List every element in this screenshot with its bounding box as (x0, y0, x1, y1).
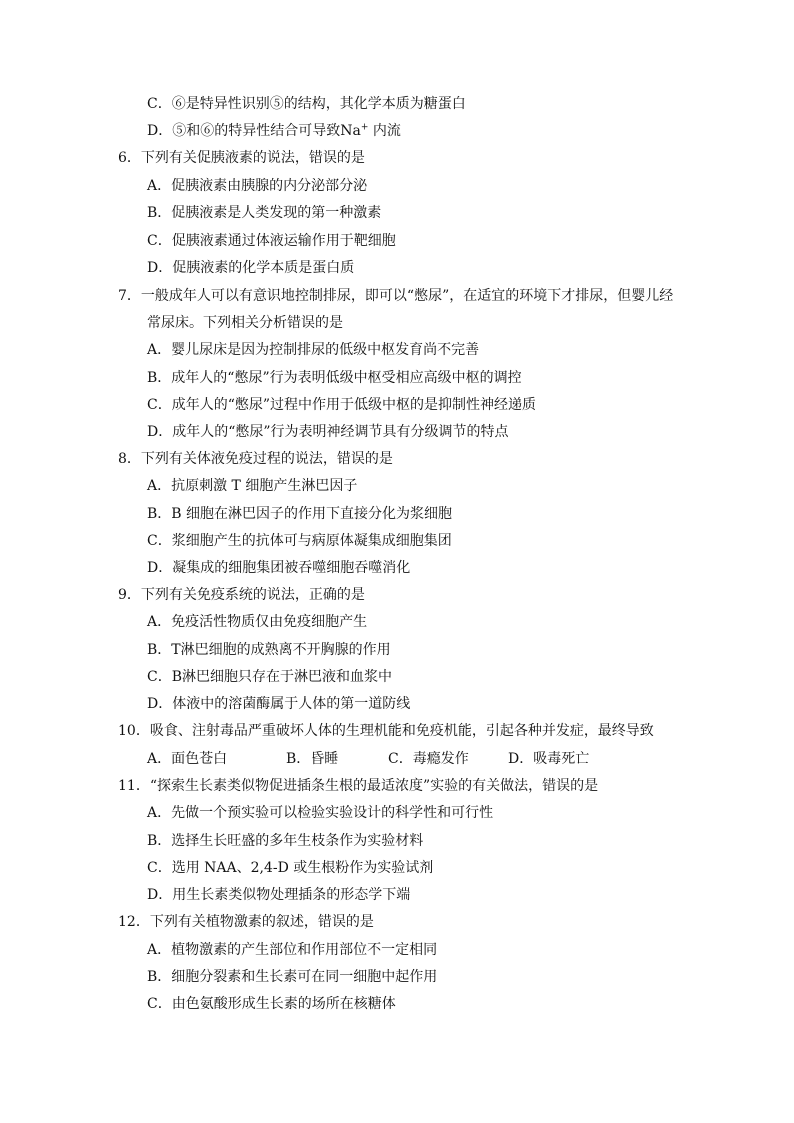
q9-option-b: B．T淋巴细胞的成熟离不开胸腺的作用 (147, 642, 391, 658)
q10-option-b: B．昏睡 (286, 751, 339, 767)
q6-option-c: C．促胰液素通过体液运输作用于靶细胞 (147, 233, 396, 249)
q7-option-c: C．成年人的“憋尿”过程中作用于低级中枢的是抑制性神经递质 (147, 397, 537, 413)
q9-option-a: A．免疫活性物质仅由免疫细胞产生 (147, 614, 368, 630)
question-10-stem: 10．吸食、注射毒品严重破坏人体的生理机能和免疫机能，引起各种并发症，最终导致 (118, 723, 654, 739)
q5-option-d-tail: 内流 (368, 123, 401, 139)
q9-option-c: C．B淋巴细胞只存在于淋巴液和血浆中 (147, 669, 392, 685)
question-7-stem-cont: 常尿床。下列相关分析错误的是 (147, 315, 343, 331)
q7-option-a: A．婴儿尿床是因为控制排尿的低级中枢发育尚不完善 (147, 342, 480, 358)
q5-option-d (147, 122, 401, 140)
q6-option-d: D．促胰液素的化学本质是蛋白质 (147, 260, 355, 276)
q5-option-d-text: D．⑤和⑥的特异性结合可导致Na (147, 123, 361, 139)
superscript: + (360, 122, 369, 133)
q10-option-c: C．毒瘾发作 (388, 751, 469, 767)
q12-option-a: A．植物激素的产生部位和作用部位不一定相同 (147, 942, 438, 958)
question-7-stem: 7．一般成年人可以有意识地控制排尿，即可以“憋尿”，在适宜的环境下才排尿，但婴儿经 (118, 288, 674, 304)
q12-option-c: C．由色氨酸形成生长素的场所在核糖体 (147, 996, 396, 1012)
question-6-stem: 6．下列有关促胰液素的说法，错误的是 (118, 150, 365, 166)
question-12-stem: 12．下列有关植物激素的叙述，错误的是 (118, 914, 374, 930)
question-11-stem: 11．“探索生长素类似物促进插条生根的最适浓度”实验的有关做法，错误的是 (118, 778, 599, 794)
question-9-stem: 9．下列有关免疫系统的说法，正确的是 (118, 587, 365, 603)
q6-option-b: B．促胰液素是人类发现的第一种激素 (147, 205, 382, 221)
q12-option-b: B．细胞分裂素和生长素可在同一细胞中起作用 (147, 969, 438, 985)
q8-option-b: B．B 细胞在淋巴因子的作用下直接分化为浆细胞 (147, 506, 453, 522)
q8-option-c: C．浆细胞产生的抗体可与病原体凝集成细胞集团 (147, 533, 452, 549)
q5-option-c: C．⑥是特异性识别⑤的结构，其化学本质为糖蛋白 (147, 96, 466, 112)
q11-option-a: A．先做一个预实验可以检验实验设计的科学性和可行性 (147, 805, 494, 821)
q7-option-d: D．成年人的“憋尿”行为表明神经调节具有分级调节的特点 (147, 424, 509, 440)
q9-option-d: D．体液中的溶菌酶属于人体的第一道防线 (147, 696, 411, 712)
q10-option-a: A．面色苍白 (147, 751, 228, 767)
q10-options-row (147, 750, 589, 768)
q7-option-b: B．成年人的“憋尿”行为表明低级中枢受相应高级中枢的调控 (147, 370, 522, 386)
q11-option-b: B．选择生长旺盛的多年生枝条作为实验材料 (147, 833, 424, 849)
q6-option-a: A．促胰液素由胰腺的内分泌部分泌 (147, 178, 368, 194)
q11-option-d: D．用生长素类似物处理插条的形态学下端 (147, 887, 411, 903)
q10-option-d: D．吸毒死亡 (508, 751, 590, 767)
q8-option-a: A．抗原刺激 T 细胞产生淋巴因子 (147, 478, 358, 494)
q11-option-c: C．选用 NAA、2,4-D 或生根粉作为实验试剂 (147, 860, 434, 876)
q8-option-d: D．凝集成的细胞集团被吞噬细胞吞噬消化 (147, 560, 411, 576)
question-8-stem: 8．下列有关体液免疫过程的说法，错误的是 (118, 451, 393, 467)
